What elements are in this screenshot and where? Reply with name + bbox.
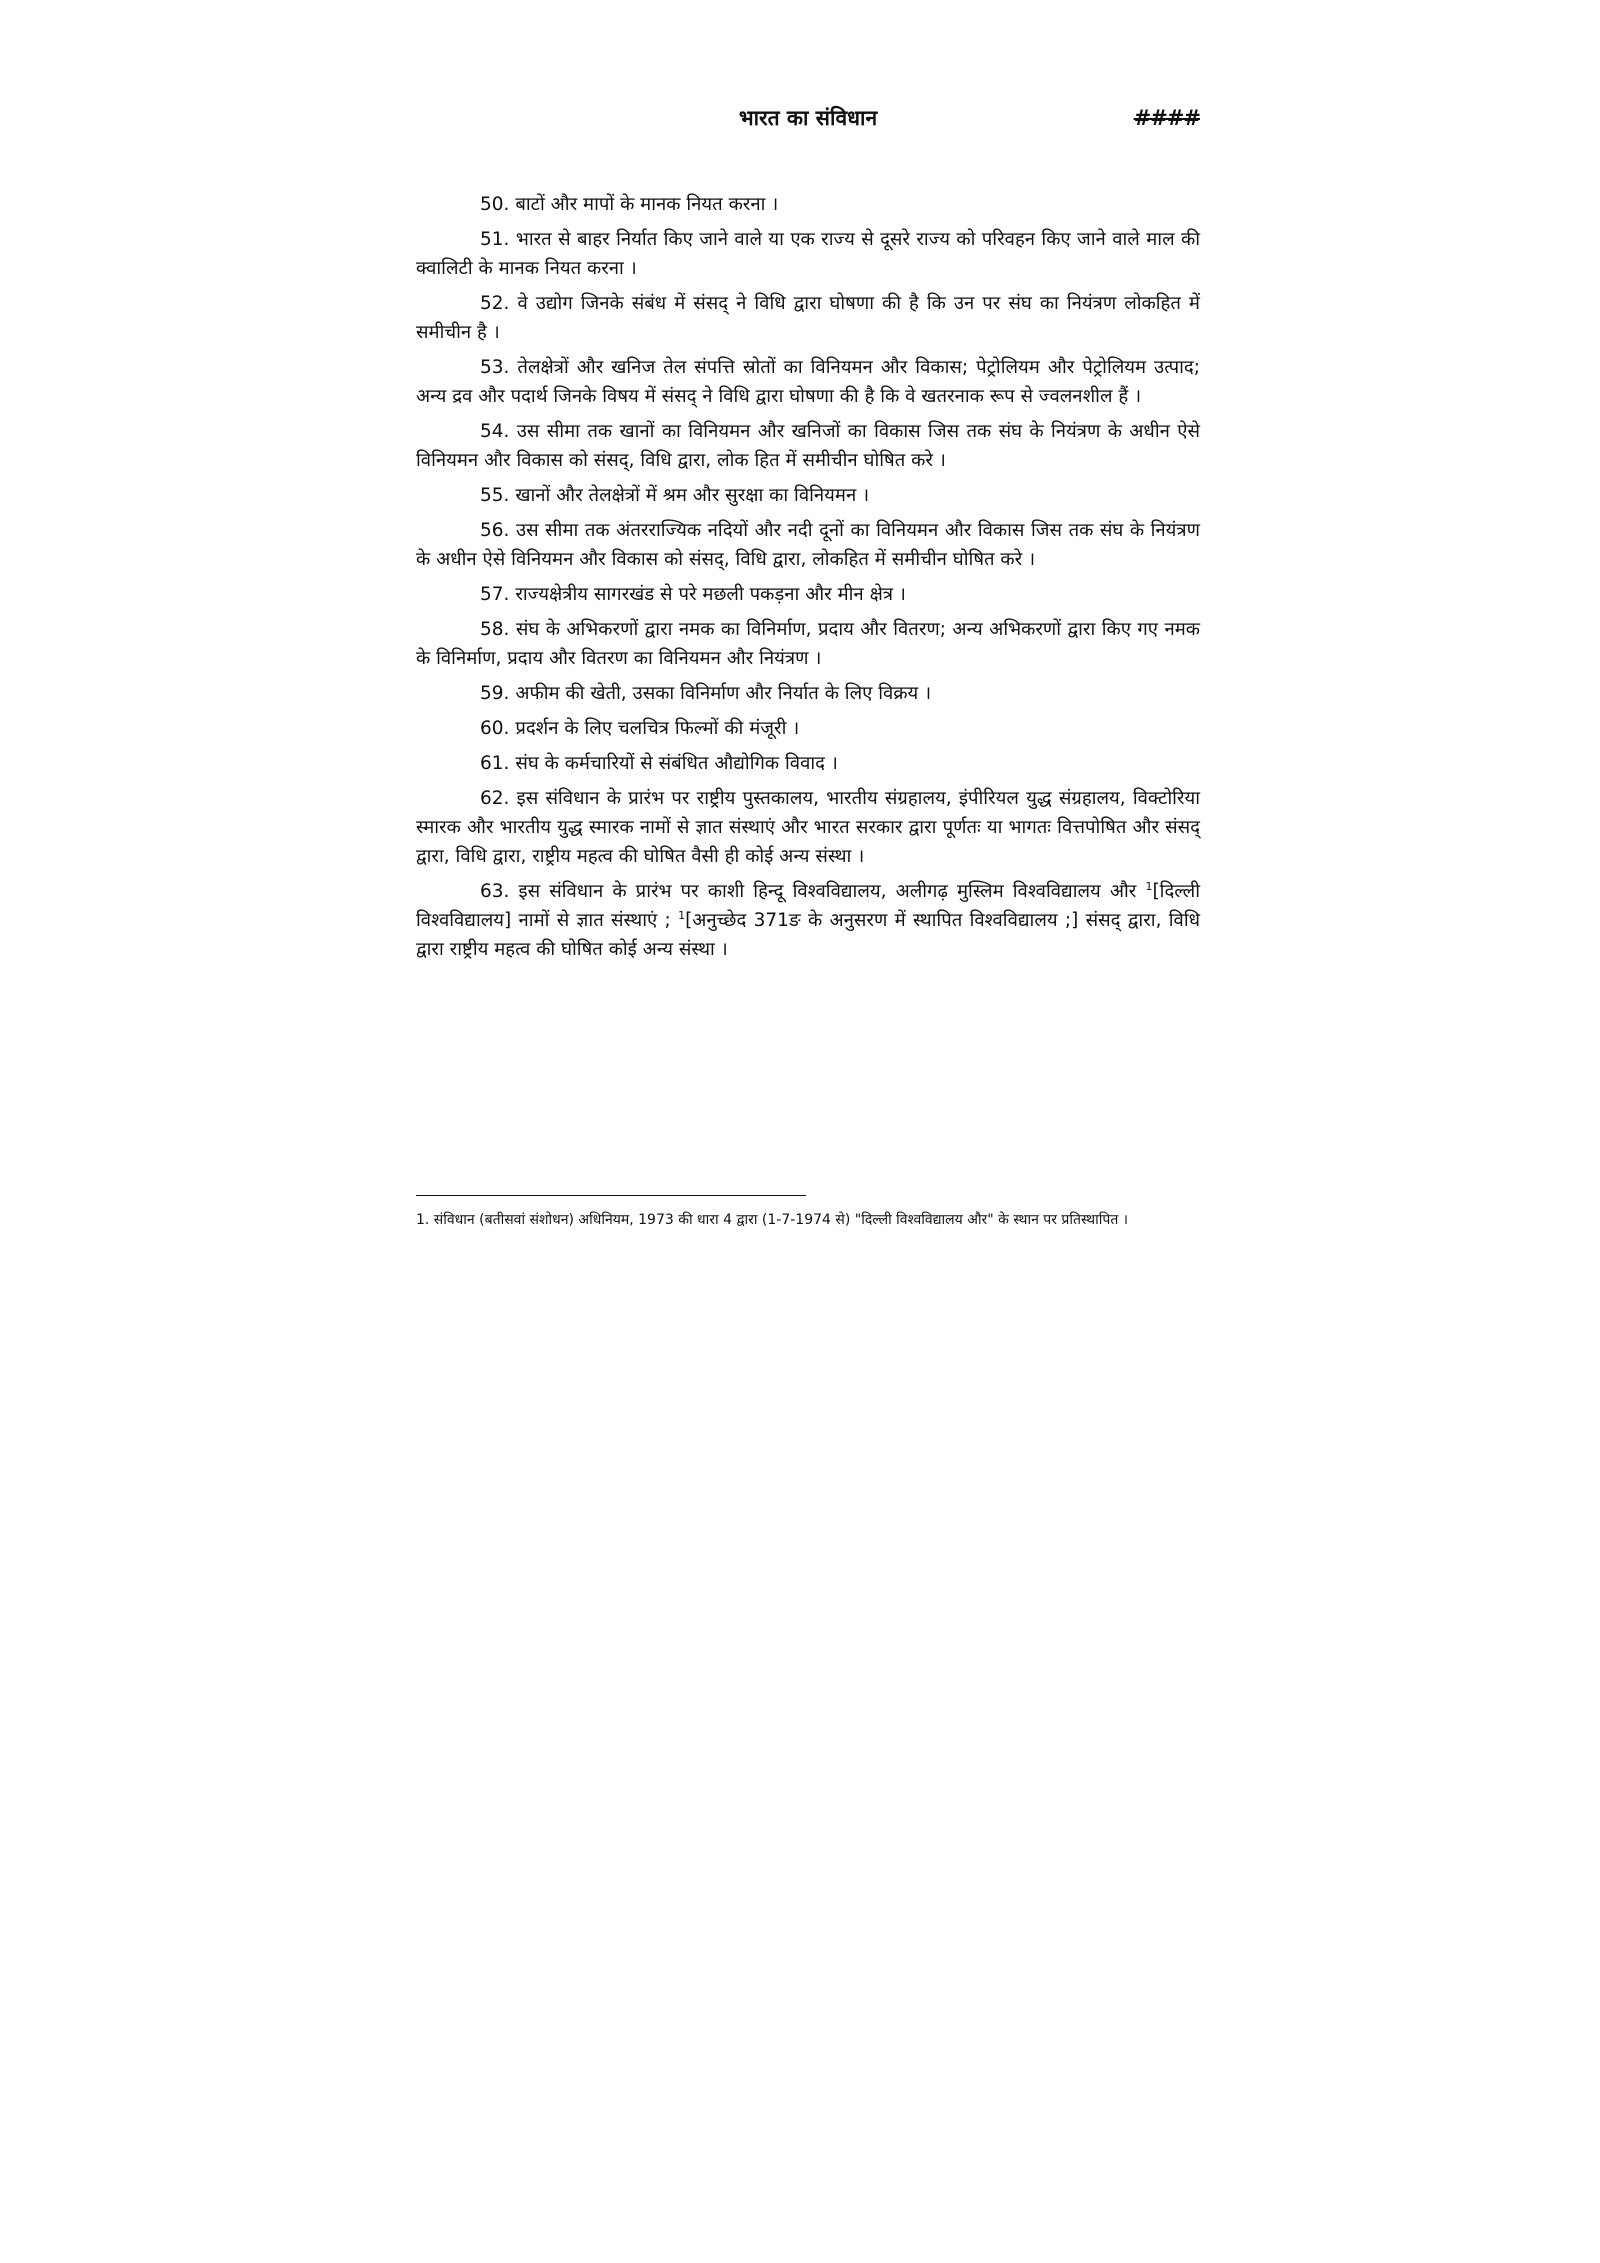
entry-text: भारत से बाहर निर्यात किए जाने वाले या एक राज्य से दूसरे राज्य को परिवहन किए जाने वाले माल की क्वालिटी के मानक नियत करना । (416, 229, 1200, 279)
entry-50 (416, 190, 1200, 219)
entry-51 (416, 225, 1200, 283)
entry-text: संघ के अभिकरणों द्वारा नमक का विनिर्माण, प्रदाय और वितरण; अन्य अभिकरणों द्वारा किए गए नमक के विनिर्माण, प्रदाय और वितरण का विनियमन और नियंत्रण । (416, 619, 1200, 669)
entry-text: उस सीमा तक खानों का विनियमन और खनिजों का विकास जिस तक संघ के नियंत्रण के अधीन ऐसे विनियमन और विकास को संसद्, विधि द्वारा, लोक हित में समीचीन घोषित करे । (416, 421, 1200, 471)
entry-62 (416, 784, 1200, 871)
entry-text: संघ के कर्मचारियों से संबंधित औद्योगिक विवाद । (515, 753, 838, 774)
entry-56 (416, 516, 1200, 574)
entry-53 (416, 353, 1200, 411)
entry-text: बाटों और मापों के मानक नियत करना । (515, 194, 779, 215)
entry-number: 57. (480, 584, 510, 605)
entry-number: 53. (480, 357, 510, 378)
entry-text: प्रदर्शन के लिए चलचित्र फिल्मों की मंजूरी । (515, 718, 800, 739)
page-header (416, 98, 1200, 138)
entry-number: 62. (480, 788, 510, 809)
entry-number: 63. (480, 881, 510, 902)
page-number: #### (1133, 106, 1200, 130)
entry-text: उस सीमा तक अंतरराज्यिक नदियों और नदी दूनों का विनियमन और विकास जिस तक संघ के नियंत्रण के अधीन ऐसे विनियमन और विकास को संसद्, विधि द्वारा, लोकहित में समीचीन घोषित करे । (416, 520, 1200, 570)
entry-text: इस संविधान के प्रारंभ पर राष्ट्रीय पुस्तकालय, भारतीय संग्रहालय, इंपीरियल युद्ध संग्रहालय, विक्टोरिया स्मारक और भारतीय युद्ध स्मारक नामों से ज्ञात संस्थाएं और भारत सरकार द्वारा पूर्णतः या भागतः वित्तपोषित और संसद् द्वारा, विधि द्वारा, राष्ट्रीय महत्व की घोषित वैसी ही कोई अन्य संस्था । (416, 788, 1200, 867)
entry-number: 60. (480, 718, 510, 739)
entry-number: 61. (480, 753, 510, 774)
entry-text: राज्यक्षेत्रीय सागरखंड से परे मछली पकड़ना और मीन क्षेत्र । (515, 584, 906, 605)
entry-number: 50. (480, 194, 510, 215)
entry-number: 52. (480, 293, 510, 314)
entry-text: खानों और तेलक्षेत्रों में श्रम और सुरक्षा का विनियमन । (515, 485, 870, 506)
entry-number: 56. (480, 520, 510, 541)
entry-54 (416, 417, 1200, 475)
entry-57 (416, 580, 1200, 609)
entry-text: तेलक्षेत्रों और खनिज तेल संपत्ति स्रोतों का विनियमन और विकास; पेट्रोलियम और पेट्रोलियम उत्पाद; अन्य द्रव और पदार्थ जिनके विषय में संसद् ने विधि द्वारा घोषणा की है कि वे खतरनाक रूप से ज्वलनशील हैं । (416, 357, 1200, 407)
entry-text-part3: [अनुच्छेद 371ङ के अनुसरण में स्थापित विश्वविद्यालय ;] संसद् द्वारा, विधि द्वारा राष्ट्रीय महत्व की घोषित कोई अन्य संस्था । (416, 910, 1200, 960)
entry-58 (416, 615, 1200, 673)
entry-number: 51. (480, 229, 510, 250)
entry-number: 55. (480, 485, 510, 506)
entry-text: वे उद्योग जिनके संबंध में संसद् ने विधि द्वारा घोषणा की है कि उन पर संघ का नियंत्रण लोकहित में समीचीन है । (416, 293, 1200, 343)
entry-text: अफीम की खेती, उसका विनिर्माण और निर्यात के लिए विक्रय । (515, 683, 932, 704)
entry-61 (416, 749, 1200, 778)
entry-55 (416, 481, 1200, 510)
entry-63 (416, 877, 1200, 964)
entry-60 (416, 714, 1200, 743)
entry-number: 54. (480, 421, 510, 442)
footnote-marker: 1 (1145, 879, 1153, 893)
footnote: 1. संविधान (बतीसवां संशोधन) अधिनियम, 1973 की धारा 4 द्वारा (1-7-1974 से) "दिल्ली विश्वविद्यालय और" के स्थान पर प्रतिस्थापित । (416, 1212, 1129, 1228)
footnote-marker: 1 (678, 908, 686, 922)
entry-number: 59. (480, 683, 510, 704)
entry-list (416, 190, 1200, 970)
entry-text-part1: इस संविधान के प्रारंभ पर काशी हिन्दू विश्वविद्यालय, अलीगढ़ मुस्लिम विश्वविद्यालय और (518, 881, 1146, 902)
entry-52 (416, 289, 1200, 347)
page-title: भारत का संविधान (738, 106, 878, 130)
entry-text-part2: [दिल्ली विश्वविद्यालय] नामों से ज्ञात संस्थाएं ; (416, 881, 1200, 931)
entry-number: 58. (480, 619, 510, 640)
entry-59 (416, 679, 1200, 708)
footnote-separator (416, 1195, 806, 1196)
